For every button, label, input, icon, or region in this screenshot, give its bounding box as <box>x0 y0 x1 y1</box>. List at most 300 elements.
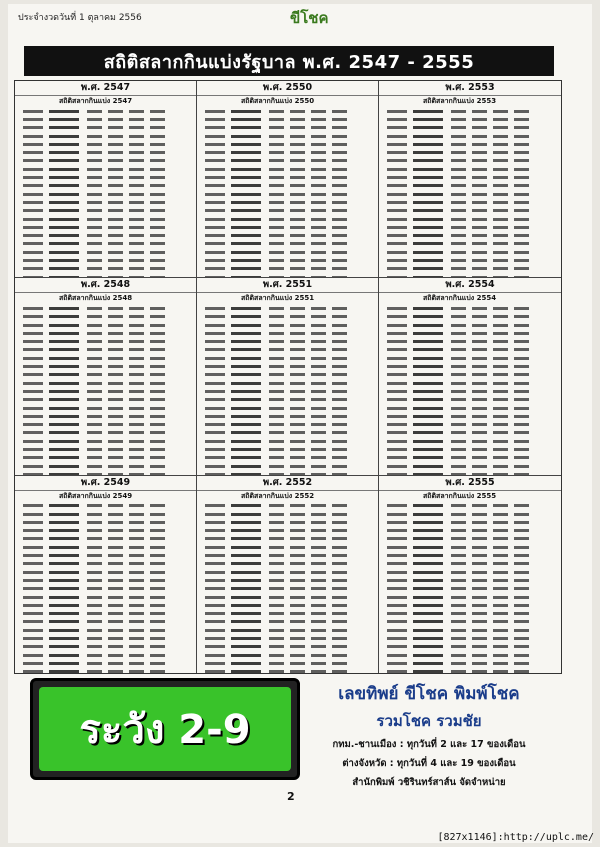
row-number-placeholder <box>290 373 305 376</box>
result-row <box>387 510 557 518</box>
row-number-placeholder <box>129 448 144 451</box>
row-number-placeholder <box>451 670 466 673</box>
row-number-placeholder <box>514 431 529 434</box>
row-number-placeholder <box>451 365 466 368</box>
row-number-placeholder <box>311 110 326 113</box>
row-number-placeholder <box>129 234 144 237</box>
row-main-number-placeholder <box>413 143 443 146</box>
row-number-placeholder <box>108 529 123 532</box>
row-date-placeholder <box>205 579 225 582</box>
row-date-placeholder <box>387 546 407 549</box>
row-date-placeholder <box>205 251 225 254</box>
row-number-placeholder <box>472 415 487 418</box>
row-number-placeholder <box>108 135 123 138</box>
result-row <box>205 387 374 395</box>
row-date-placeholder <box>387 407 407 410</box>
row-number-placeholder <box>311 382 326 385</box>
row-number-placeholder <box>332 521 347 524</box>
row-number-placeholder <box>472 201 487 204</box>
row-number-placeholder <box>472 465 487 468</box>
result-row <box>205 437 374 445</box>
row-date-placeholder <box>387 226 407 229</box>
row-main-number-placeholder <box>413 242 443 245</box>
row-number-placeholder <box>514 348 529 351</box>
result-row <box>205 198 374 206</box>
row-number-placeholder <box>472 579 487 582</box>
page-number: 2 <box>287 790 295 803</box>
row-date-placeholder <box>23 340 43 343</box>
result-row <box>387 576 557 584</box>
row-number-placeholder <box>108 415 123 418</box>
row-number-placeholder <box>129 382 144 385</box>
row-date-placeholder <box>205 201 225 204</box>
row-number-placeholder <box>108 226 123 229</box>
result-row <box>205 610 374 618</box>
row-number-placeholder <box>311 529 326 532</box>
row-number-placeholder <box>269 110 284 113</box>
row-main-number-placeholder <box>413 546 443 549</box>
row-number-placeholder <box>150 176 165 179</box>
result-row <box>205 240 374 248</box>
result-row <box>387 543 557 551</box>
row-number-placeholder <box>108 315 123 318</box>
row-number-placeholder <box>332 513 347 516</box>
row-date-placeholder <box>387 571 407 574</box>
row-main-number-placeholder <box>231 670 261 673</box>
row-date-placeholder <box>205 562 225 565</box>
row-main-number-placeholder <box>413 315 443 318</box>
row-number-placeholder <box>451 596 466 599</box>
row-number-placeholder <box>129 315 144 318</box>
row-main-number-placeholder <box>231 218 261 221</box>
result-row <box>23 560 192 568</box>
row-number-placeholder <box>129 267 144 270</box>
row-number-placeholder <box>108 357 123 360</box>
row-number-placeholder <box>150 242 165 245</box>
row-number-placeholder <box>269 596 284 599</box>
row-main-number-placeholder <box>231 332 261 335</box>
row-main-number-placeholder <box>49 209 79 212</box>
row-main-number-placeholder <box>49 143 79 146</box>
row-number-placeholder <box>87 620 102 623</box>
row-number-placeholder <box>150 357 165 360</box>
row-number-placeholder <box>514 513 529 516</box>
row-number-placeholder <box>269 226 284 229</box>
row-number-placeholder <box>150 415 165 418</box>
row-number-placeholder <box>332 612 347 615</box>
row-number-placeholder <box>311 465 326 468</box>
row-number-placeholder <box>290 637 305 640</box>
row-number-placeholder <box>451 340 466 343</box>
row-number-placeholder <box>290 529 305 532</box>
row-number-placeholder <box>290 340 305 343</box>
row-number-placeholder <box>451 201 466 204</box>
row-number-placeholder <box>493 612 508 615</box>
row-number-placeholder <box>332 654 347 657</box>
result-row <box>205 601 374 609</box>
result-row <box>387 535 557 543</box>
row-date-placeholder <box>387 193 407 196</box>
row-number-placeholder <box>129 554 144 557</box>
issue-date: ประจำงวดวันที่ 1 ตุลาคม 2556 <box>18 13 142 23</box>
row-number-placeholder <box>290 151 305 154</box>
row-main-number-placeholder <box>231 554 261 557</box>
row-number-placeholder <box>493 143 508 146</box>
row-number-placeholder <box>472 168 487 171</box>
row-number-placeholder <box>87 226 102 229</box>
row-main-number-placeholder <box>413 307 443 310</box>
row-date-placeholder <box>205 176 225 179</box>
result-row <box>205 445 374 453</box>
row-number-placeholder <box>311 629 326 632</box>
row-number-placeholder <box>108 596 123 599</box>
row-date-placeholder <box>205 529 225 532</box>
row-number-placeholder <box>129 218 144 221</box>
panel-subtitle: สถิติสลากกินแบ่ง 2553 <box>423 97 497 105</box>
result-row <box>23 527 192 535</box>
result-row <box>205 659 374 667</box>
row-number-placeholder <box>472 612 487 615</box>
row-number-placeholder <box>129 521 144 524</box>
row-date-placeholder <box>205 612 225 615</box>
row-number-placeholder <box>332 620 347 623</box>
row-number-placeholder <box>290 234 305 237</box>
result-row <box>205 626 374 634</box>
row-number-placeholder <box>269 554 284 557</box>
row-number-placeholder <box>108 620 123 623</box>
row-number-placeholder <box>108 234 123 237</box>
row-main-number-placeholder <box>413 382 443 385</box>
row-main-number-placeholder <box>49 332 79 335</box>
row-number-placeholder <box>332 571 347 574</box>
row-number-placeholder <box>129 390 144 393</box>
result-row <box>387 634 557 642</box>
row-number-placeholder <box>87 587 102 590</box>
year-heading: พ.ศ. 2555 <box>379 476 561 491</box>
publisher-slogan: รวมโชค รวมชัย <box>376 712 482 730</box>
row-main-number-placeholder <box>413 579 443 582</box>
result-row <box>387 659 557 667</box>
result-row <box>205 223 374 231</box>
row-date-placeholder <box>23 546 43 549</box>
row-number-placeholder <box>311 620 326 623</box>
row-number-placeholder <box>451 168 466 171</box>
row-main-number-placeholder <box>49 365 79 368</box>
row-number-placeholder <box>269 143 284 146</box>
row-number-placeholder <box>129 201 144 204</box>
row-main-number-placeholder <box>413 670 443 673</box>
row-main-number-placeholder <box>231 662 261 665</box>
row-number-placeholder <box>290 159 305 162</box>
row-number-placeholder <box>514 612 529 615</box>
row-number-placeholder <box>150 251 165 254</box>
row-number-placeholder <box>514 242 529 245</box>
row-number-placeholder <box>108 448 123 451</box>
row-number-placeholder <box>493 340 508 343</box>
result-row <box>23 404 192 412</box>
row-main-number-placeholder <box>413 259 443 262</box>
row-number-placeholder <box>129 670 144 673</box>
row-number-placeholder <box>269 176 284 179</box>
row-number-placeholder <box>87 456 102 459</box>
row-main-number-placeholder <box>413 645 443 648</box>
row-date-placeholder <box>387 382 407 385</box>
row-number-placeholder <box>87 251 102 254</box>
row-number-placeholder <box>493 209 508 212</box>
row-number-placeholder <box>472 110 487 113</box>
row-number-placeholder <box>108 307 123 310</box>
row-main-number-placeholder <box>413 604 443 607</box>
result-row <box>387 240 557 248</box>
row-number-placeholder <box>87 440 102 443</box>
row-date-placeholder <box>387 456 407 459</box>
result-row <box>205 618 374 626</box>
result-row <box>387 396 557 404</box>
row-number-placeholder <box>269 637 284 640</box>
row-number-placeholder <box>332 579 347 582</box>
result-row <box>23 429 192 437</box>
row-number-placeholder <box>493 637 508 640</box>
row-number-placeholder <box>290 307 305 310</box>
result-row <box>387 651 557 659</box>
row-number-placeholder <box>150 159 165 162</box>
row-number-placeholder <box>269 571 284 574</box>
result-row <box>205 634 374 642</box>
result-row <box>23 362 192 370</box>
row-main-number-placeholder <box>49 234 79 237</box>
row-number-placeholder <box>472 234 487 237</box>
year-panel <box>15 476 197 673</box>
row-date-placeholder <box>387 537 407 540</box>
row-number-placeholder <box>87 398 102 401</box>
row-main-number-placeholder <box>231 159 261 162</box>
row-main-number-placeholder <box>231 407 261 410</box>
row-number-placeholder <box>87 382 102 385</box>
row-main-number-placeholder <box>231 431 261 434</box>
row-number-placeholder <box>129 504 144 507</box>
row-date-placeholder <box>23 382 43 385</box>
row-number-placeholder <box>87 529 102 532</box>
row-number-placeholder <box>332 118 347 121</box>
row-main-number-placeholder <box>49 168 79 171</box>
row-main-number-placeholder <box>49 398 79 401</box>
row-number-placeholder <box>129 332 144 335</box>
result-row <box>205 329 374 337</box>
row-date-placeholder <box>23 226 43 229</box>
row-number-placeholder <box>514 390 529 393</box>
row-main-number-placeholder <box>231 193 261 196</box>
row-number-placeholder <box>311 645 326 648</box>
row-date-placeholder <box>387 529 407 532</box>
row-number-placeholder <box>290 629 305 632</box>
row-number-placeholder <box>514 151 529 154</box>
row-main-number-placeholder <box>231 357 261 360</box>
row-number-placeholder <box>290 465 305 468</box>
result-row <box>387 313 557 321</box>
row-number-placeholder <box>150 315 165 318</box>
row-date-placeholder <box>205 159 225 162</box>
row-date-placeholder <box>387 365 407 368</box>
row-main-number-placeholder <box>413 151 443 154</box>
row-number-placeholder <box>150 571 165 574</box>
row-number-placeholder <box>451 612 466 615</box>
row-number-placeholder <box>472 513 487 516</box>
row-number-placeholder <box>269 537 284 540</box>
row-date-placeholder <box>387 348 407 351</box>
row-main-number-placeholder <box>413 440 443 443</box>
result-row <box>387 437 557 445</box>
row-number-placeholder <box>332 440 347 443</box>
row-number-placeholder <box>129 357 144 360</box>
row-number-placeholder <box>493 151 508 154</box>
row-number-placeholder <box>87 423 102 426</box>
row-number-placeholder <box>311 118 326 121</box>
row-number-placeholder <box>108 587 123 590</box>
row-number-placeholder <box>493 307 508 310</box>
row-main-number-placeholder <box>231 546 261 549</box>
result-row <box>387 132 557 140</box>
row-number-placeholder <box>129 629 144 632</box>
row-number-placeholder <box>451 118 466 121</box>
row-number-placeholder <box>332 562 347 565</box>
result-row <box>205 568 374 576</box>
result-row <box>387 420 557 428</box>
row-number-placeholder <box>269 587 284 590</box>
row-number-placeholder <box>332 390 347 393</box>
row-number-placeholder <box>150 118 165 121</box>
row-number-placeholder <box>514 226 529 229</box>
row-date-placeholder <box>23 307 43 310</box>
row-date-placeholder <box>387 357 407 360</box>
row-number-placeholder <box>108 201 123 204</box>
row-date-placeholder <box>23 554 43 557</box>
result-rows <box>197 501 378 673</box>
row-number-placeholder <box>493 324 508 327</box>
row-main-number-placeholder <box>231 465 261 468</box>
row-number-placeholder <box>311 587 326 590</box>
year-panel <box>15 81 197 278</box>
row-number-placeholder <box>269 629 284 632</box>
row-number-placeholder <box>108 193 123 196</box>
row-number-placeholder <box>129 645 144 648</box>
result-row <box>23 601 192 609</box>
row-main-number-placeholder <box>49 620 79 623</box>
result-row <box>205 362 374 370</box>
row-number-placeholder <box>451 654 466 657</box>
row-main-number-placeholder <box>413 218 443 221</box>
result-rows <box>197 303 378 475</box>
row-number-placeholder <box>311 407 326 410</box>
row-number-placeholder <box>514 315 529 318</box>
result-row <box>23 346 192 354</box>
row-number-placeholder <box>493 604 508 607</box>
row-main-number-placeholder <box>413 504 443 507</box>
row-main-number-placeholder <box>231 596 261 599</box>
row-date-placeholder <box>205 596 225 599</box>
row-main-number-placeholder <box>49 612 79 615</box>
row-date-placeholder <box>205 662 225 665</box>
row-main-number-placeholder <box>231 126 261 129</box>
row-number-placeholder <box>514 201 529 204</box>
row-number-placeholder <box>472 151 487 154</box>
row-number-placeholder <box>269 118 284 121</box>
row-number-placeholder <box>150 620 165 623</box>
row-number-placeholder <box>269 423 284 426</box>
row-number-placeholder <box>87 267 102 270</box>
row-number-placeholder <box>129 579 144 582</box>
row-date-placeholder <box>205 234 225 237</box>
row-number-placeholder <box>150 465 165 468</box>
row-number-placeholder <box>108 407 123 410</box>
row-number-placeholder <box>332 307 347 310</box>
row-main-number-placeholder <box>231 612 261 615</box>
row-main-number-placeholder <box>231 251 261 254</box>
result-row <box>205 157 374 165</box>
row-number-placeholder <box>311 209 326 212</box>
row-number-placeholder <box>451 193 466 196</box>
row-number-placeholder <box>150 324 165 327</box>
result-row <box>205 248 374 256</box>
row-date-placeholder <box>205 431 225 434</box>
row-main-number-placeholder <box>49 662 79 665</box>
row-number-placeholder <box>472 448 487 451</box>
row-number-placeholder <box>332 604 347 607</box>
result-row <box>387 231 557 239</box>
row-number-placeholder <box>108 126 123 129</box>
row-number-placeholder <box>129 365 144 368</box>
result-row <box>387 610 557 618</box>
row-number-placeholder <box>493 423 508 426</box>
row-number-placeholder <box>514 620 529 623</box>
result-row <box>205 354 374 362</box>
row-date-placeholder <box>205 267 225 270</box>
row-main-number-placeholder <box>49 159 79 162</box>
row-number-placeholder <box>451 604 466 607</box>
row-date-placeholder <box>387 645 407 648</box>
row-number-placeholder <box>150 537 165 540</box>
row-main-number-placeholder <box>49 184 79 187</box>
row-number-placeholder <box>493 571 508 574</box>
row-number-placeholder <box>311 596 326 599</box>
row-number-placeholder <box>311 242 326 245</box>
row-main-number-placeholder <box>231 135 261 138</box>
row-number-placeholder <box>493 193 508 196</box>
row-number-placeholder <box>493 670 508 673</box>
row-number-placeholder <box>87 209 102 212</box>
row-date-placeholder <box>387 612 407 615</box>
row-number-placeholder <box>514 135 529 138</box>
row-main-number-placeholder <box>413 465 443 468</box>
row-number-placeholder <box>493 554 508 557</box>
result-row <box>205 404 374 412</box>
row-date-placeholder <box>23 504 43 507</box>
row-number-placeholder <box>472 365 487 368</box>
row-number-placeholder <box>451 226 466 229</box>
row-number-placeholder <box>150 407 165 410</box>
result-row <box>205 265 374 273</box>
result-row <box>23 231 192 239</box>
row-number-placeholder <box>269 373 284 376</box>
row-number-placeholder <box>332 135 347 138</box>
panel-subtitle: สถิติสลากกินแบ่ง 2551 <box>241 294 315 303</box>
row-main-number-placeholder <box>49 554 79 557</box>
row-number-placeholder <box>108 562 123 565</box>
row-number-placeholder <box>269 670 284 673</box>
row-number-placeholder <box>472 504 487 507</box>
row-number-placeholder <box>108 546 123 549</box>
row-number-placeholder <box>150 259 165 262</box>
row-number-placeholder <box>290 110 305 113</box>
